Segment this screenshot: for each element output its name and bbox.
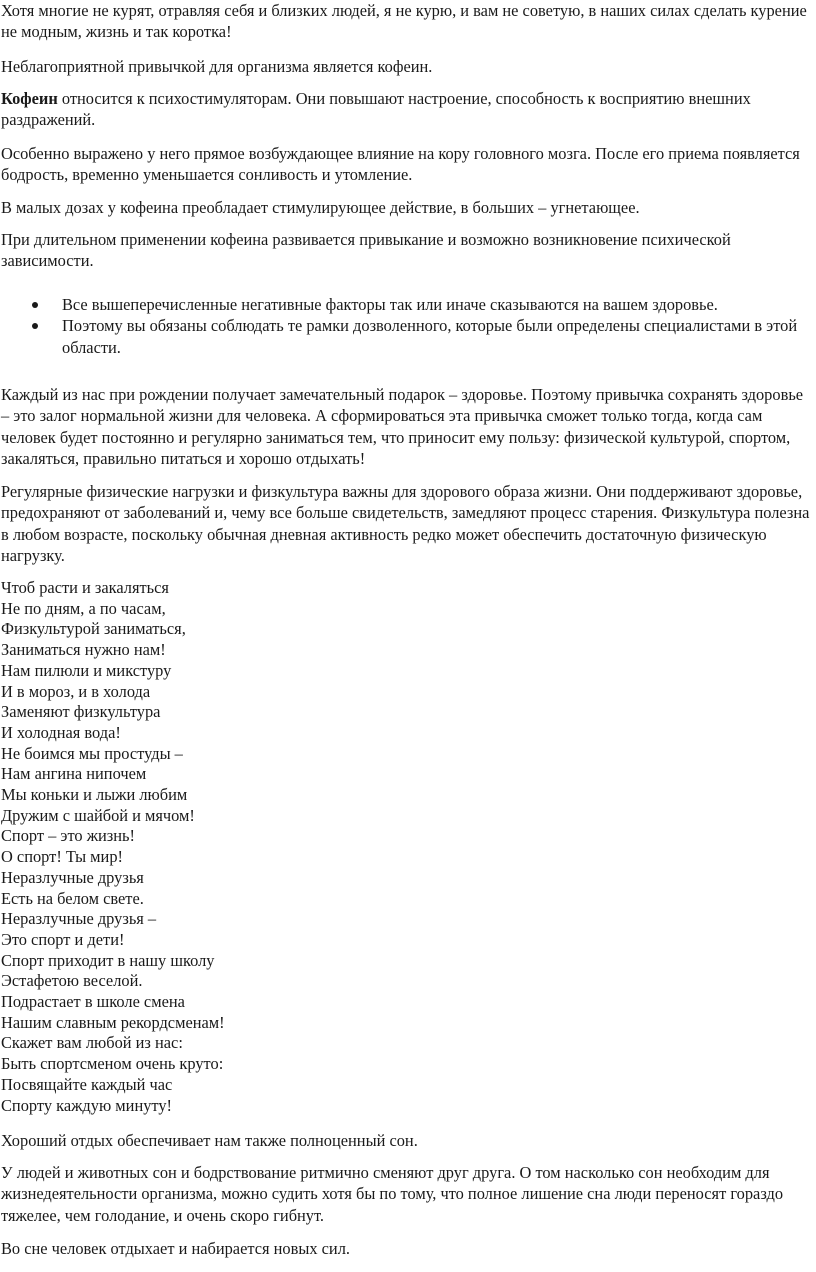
poem-line: Быть спортсменом очень круто: [1,1054,224,1074]
poem-line: И холодная вода! [1,722,121,742]
paragraph-physical-activity: Регулярные физические нагрузки и физкультура важны для здорового образа жизни. Они поддерживают здоровье, предохраняют от заболеваний и, чему все больше свидетельств, замедляют процесс старения. Физкультура полезна в любом возрасте, поскольку обычная дневная активность редко может обеспечить достаточную физическую нагрузку. [1,482,810,566]
poem-line: Чтоб расти и закаляться [1,578,169,597]
bullet-item: Поэтому вы обязаны соблюдать те рамки дозволенного, которые были определены специалистами в этой области. [0,315,812,358]
bullet-dot-icon [32,323,38,329]
paragraph-caffeine-effect: Особенно выражено у него прямое возбуждающее влияние на кору головного мозга. После его приема появляется бодрость, временно уменьшается сонливость и утомление. [1,144,800,185]
poem-line: Спорту каждую минуту! [1,1095,173,1115]
poem-line: Физкультурой заниматься, [1,619,186,639]
bullet-dot-icon [32,302,38,308]
poem-line: О спорт! Ты мир! [1,847,123,867]
poem-line: Подрастает в школе смена [1,992,185,1012]
caffeine-definition-text: относится к психостимуляторам. Они повышают настроение, способность к восприятию внешних раздражений. [1,89,751,130]
poem-line: Не боимся мы простуды – [1,743,183,763]
poem-line: Нашим славным рекордсменам! [1,1012,225,1032]
poem-line: Это спорт и дети! [1,929,125,949]
poem-line: Неразлучные друзья [1,867,144,887]
paragraph-smoking: Хотя многие не курят, отравляя себя и близких людей, я не курю, и вам не советую, в наших силах сделать курение не модным, жизнь и так коротка! [1,1,807,42]
poem-line: Спорт приходит в нашу школу [1,950,215,970]
paragraph-health-gift: Каждый из нас при рождении получает замечательный подарок – здоровье. Поэтому привычка сохранять здоровье – это залог нормальной жизни для человека. А сформироваться эта привычка сможет только тогда, когда сам человек будет постоянно и регулярно заниматься тем, что приносит ему пользу: физической культурой, спортом, закаляться, правильно питаться и хорошо отдыхать! [1,385,804,469]
poem-line: Заниматься нужно нам! [1,640,166,660]
paragraph-sleep-recovery: Во сне человек отдыхает и набирается новых сил. [1,1239,350,1258]
poem-line: Дружим с шайбой и мячом! [1,805,195,825]
paragraph-caffeine-intro: Неблагоприятной привычкой для организма является кофеин. [1,57,433,76]
poem-line: Неразлучные друзья – [1,909,157,929]
bullet-item: Все вышеперечисленные негативные факторы так или иначе сказываются на вашем здоровье. [0,294,812,315]
paragraph-caffeine-definition [1,88,813,131]
paragraph-rest-sleep: Хороший отдых обеспечивает нам также полноценный сон. [1,1131,418,1150]
paragraph-caffeine-dose: В малых дозах у кофеина преобладает стимулирующее действие, в больших – угнетающее. [1,198,640,217]
poem-line: Нам пилюли и микстуру [1,660,172,680]
paragraph-caffeine-dependence: При длительном применении кофеина развивается привыкание и возможно возникновение психической зависимости. [1,230,731,271]
poem-line: Заменяют физкультура [1,702,161,722]
poem-line: Есть на белом свете. [1,888,144,908]
bullet-list [0,294,812,358]
paragraph-sleep-rhythm: У людей и животных сон и бодрствование ритмично сменяют друг друга. О том насколько сон необходим для жизнедеятельности организма, можно судить хотя бы по тому, что полное лишение сна люди переносят гораздо тяжелее, чем голодание, и очень скоро гибнут. [1,1163,784,1225]
poem-line: Не по дням, а по часам, [1,598,166,618]
poem [1,578,401,1116]
poem-line: Мы коньки и лыжи любим [1,785,188,805]
term-caffeine: Кофеин [1,89,58,108]
poem-line: И в мороз, и в холода [1,681,151,701]
poem-line: Спорт – это жизнь! [1,826,135,846]
poem-line: Скажет вам любой из нас: [1,1033,183,1053]
poem-line: Нам ангина нипочем [1,764,147,784]
poem-line: Посвящайте каждый час [1,1074,173,1094]
poem-line: Эстафетою веселой. [1,971,143,991]
